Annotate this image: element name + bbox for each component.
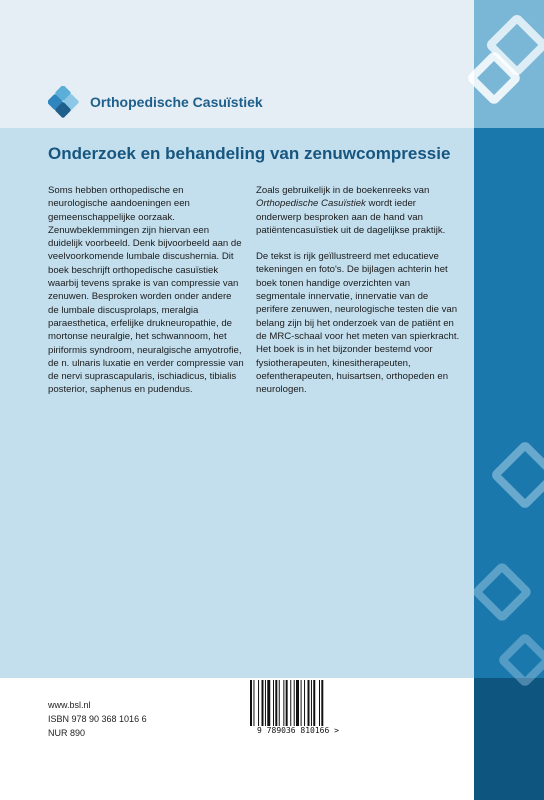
series-title: Orthopedische Casuïstiek — [90, 94, 263, 110]
barcode-bar — [283, 680, 284, 726]
website-link[interactable]: www.bsl.nl — [48, 700, 91, 710]
barcode-bar — [275, 680, 277, 726]
barcode-bar — [321, 680, 323, 726]
description-left-column — [48, 184, 244, 410]
barcode-bar — [296, 680, 299, 726]
nur-text: NUR 890 — [48, 728, 86, 738]
barcode — [244, 678, 352, 740]
side-strip-bottom — [474, 678, 544, 800]
decorative-side-strip — [474, 0, 544, 800]
barcode-bar — [265, 680, 266, 726]
barcode-bar — [273, 680, 274, 726]
isbn-text: ISBN 978 90 368 1016 6 — [48, 714, 147, 724]
diamond-tiles-logo-icon — [48, 86, 80, 118]
paragraph-text: Zoals gebruikelijk in de boekenreeks van — [256, 185, 430, 196]
publisher-info — [48, 698, 147, 740]
barcode-bar — [262, 680, 264, 726]
barcode-bar — [313, 680, 315, 726]
paragraph-text: wordt ieder onderwerp besproken aan de hand van patiëntencasuïstiek uit de dagelijkse praktijk. — [256, 198, 446, 236]
barcode-bar — [267, 680, 270, 726]
barcode-bar — [250, 680, 252, 726]
barcode-bar — [304, 680, 305, 726]
description-right-column — [256, 184, 460, 409]
series-name-italic: Orthopedische Casuïstiek — [256, 198, 366, 210]
barcode-digits: 9 789036 810166 > — [257, 726, 339, 735]
barcode-bar — [301, 680, 302, 726]
header-band — [0, 0, 544, 128]
description-paragraph: Soms hebben orthopedische en neurologische aandoeningen een gemeenschappelijke oorzaak. Zenuwbeklemmingen zijn hiervan een duidelijk voorbeeld. Denk bijvoorbeeld aan de veelvoorkomende lumbale discushernia. Dit boek beschrijft orthopedische casuïstiek waarbij tevens sprake is van compressie van zenuwen. Besproken worden onder andere de lumbale discusprolaps, meralgia paraesthetica, erfelijke drukneuropathie, de mortonse neuralgie, het schwannoom, het piriformis syndroom, neuralgische amyotrofie, de n. ulnaris luxatie en verder compressie van de nervi suprascapularis, ischiadicus, tibialis posterior, saphenus en pudendus. — [48, 185, 244, 396]
barcode-bar — [294, 680, 295, 726]
barcode-bar — [308, 680, 310, 726]
barcode-bar — [253, 680, 254, 726]
book-headline: Onderzoek en behandeling van zenuwcompressie — [48, 144, 451, 163]
barcode-bars — [250, 680, 346, 726]
barcode-bar — [258, 680, 259, 726]
description-paragraph — [256, 184, 460, 237]
barcode-bar — [319, 680, 320, 726]
barcode-bar — [311, 680, 312, 726]
barcode-bar — [290, 680, 291, 726]
barcode-bar — [286, 680, 288, 726]
description-paragraph: De tekst is rijk geïllustreerd met educatieve tekeningen en foto's. De bijlagen achterin het boek tonen handige overzichten van segmentale innervatie, innervatie van de perifere zenuwen, neurologische testen die van belang zijn bij het onderzoek van de patiënt en de MRC-schaal voor het meten van spierkracht. Het boek is in het bijzonder bestemd voor fysiotherapeuten, kinesitherapeuten, oefentherapeuten, huisartsen, orthopeden en neurologen. — [256, 251, 460, 396]
barcode-bar — [279, 680, 280, 726]
